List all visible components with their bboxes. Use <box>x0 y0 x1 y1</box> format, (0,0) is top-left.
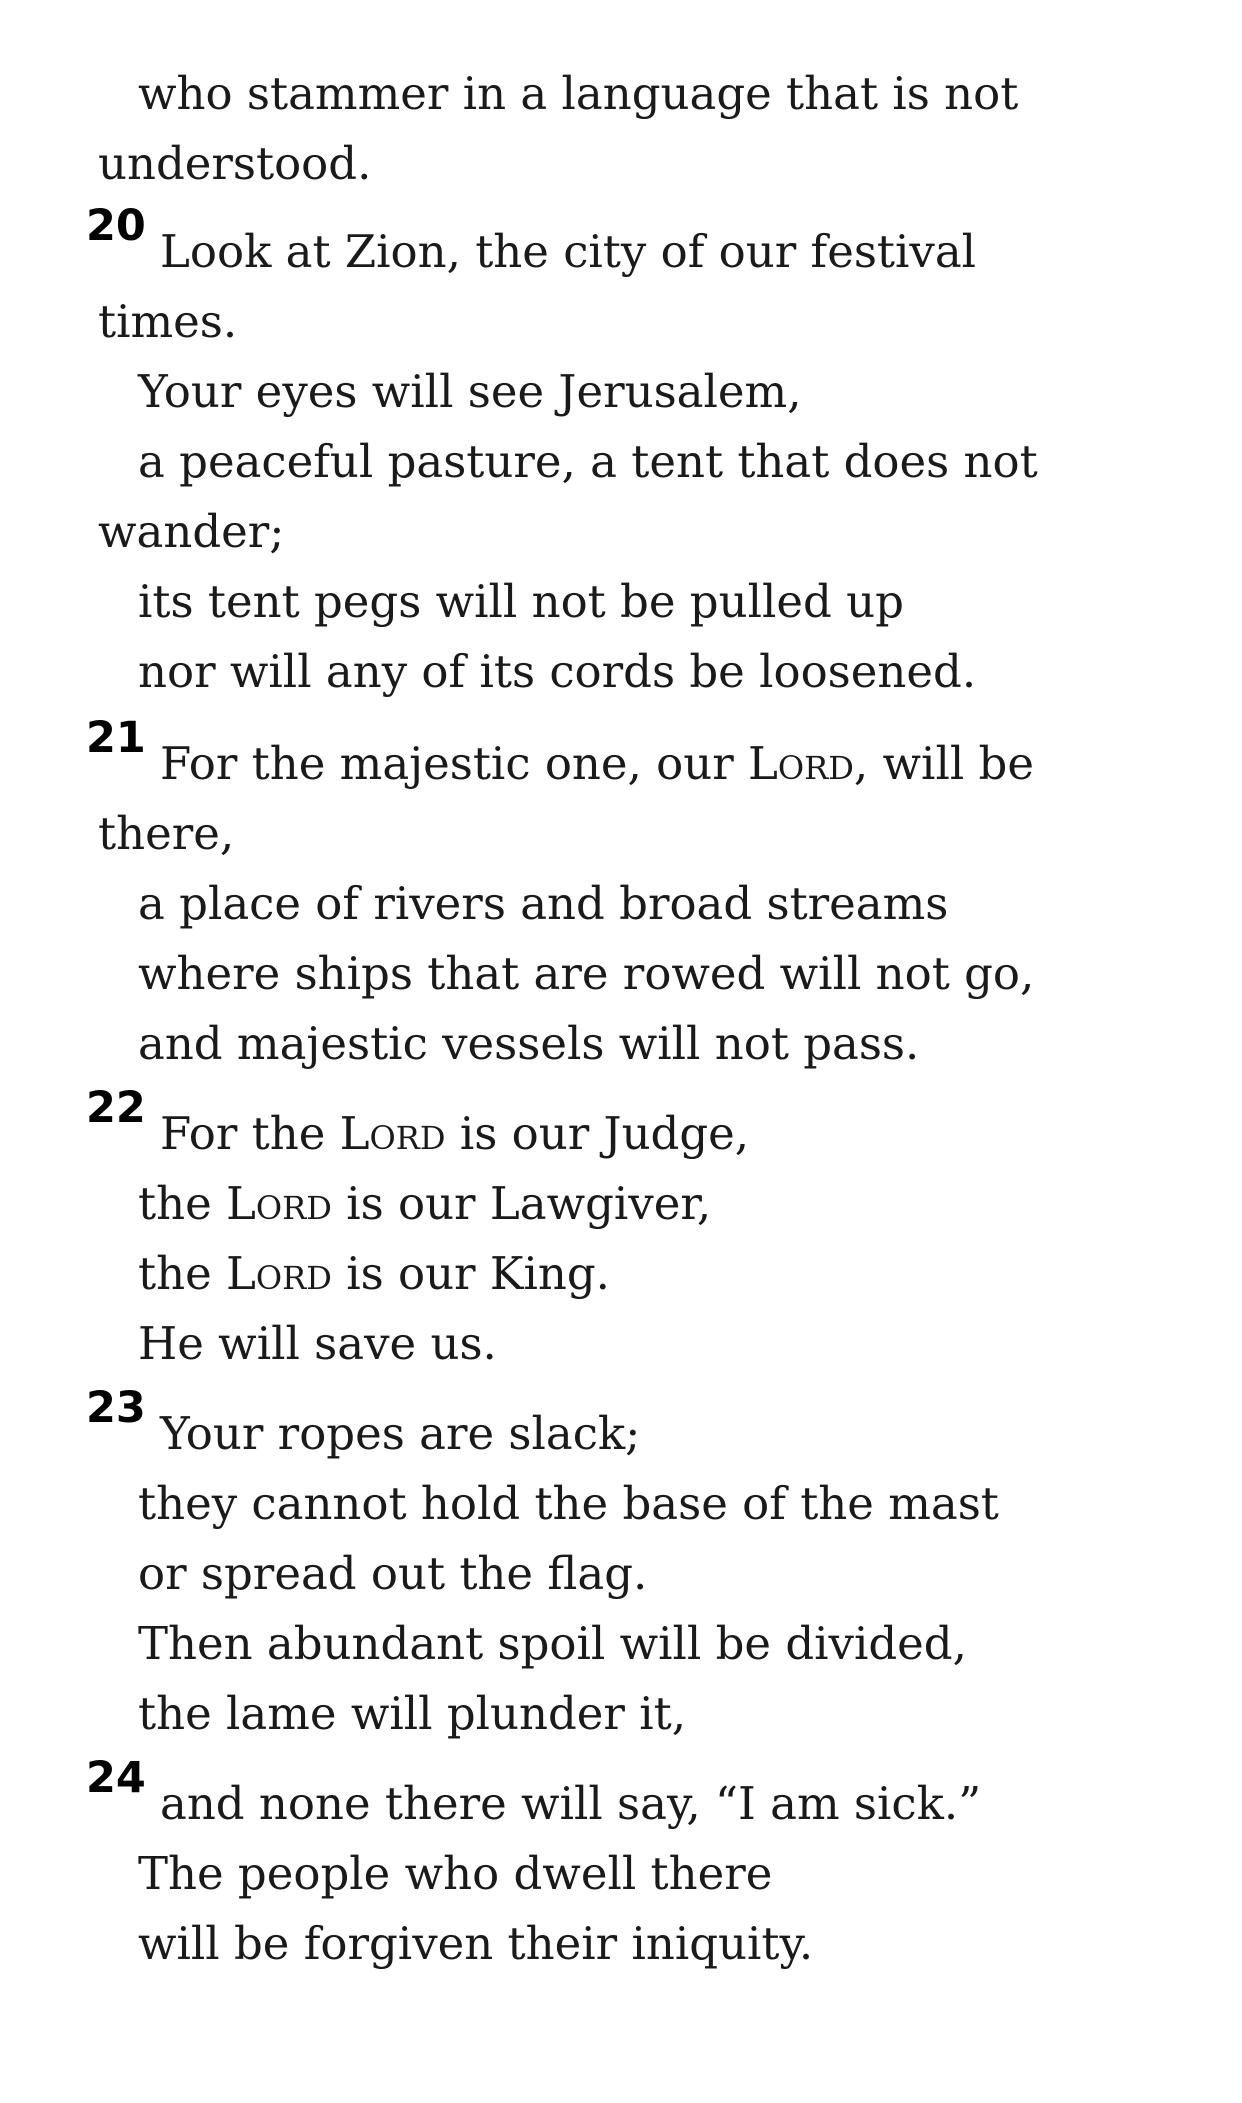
poetry-line <box>0 1238 1242 1310</box>
line-text <box>138 1238 610 1310</box>
poetry-line <box>0 356 1242 428</box>
text-segment: is our Judge, <box>445 1107 750 1160</box>
poetry-line <box>0 1608 1242 1680</box>
line-text: will be forgiven their iniquity. <box>138 1917 814 1970</box>
poetry-line <box>0 868 1242 940</box>
line-text: where ships that are rowed will not go, <box>138 947 1035 1000</box>
line-text <box>138 1168 711 1240</box>
line-text: who stammer in a language that is not <box>138 67 1019 120</box>
poetry-line <box>0 1538 1242 1610</box>
line-text: nor will any of its cords be loosened. <box>138 645 977 698</box>
poetry-line-continuation <box>0 798 1242 870</box>
text-segment: , will be <box>853 737 1034 790</box>
line-text <box>160 728 1034 800</box>
line-text: a peaceful pasture, a tent that does not <box>138 435 1038 488</box>
line-text: Look at Zion, the city of our festival <box>160 225 977 278</box>
text-segment: For the <box>160 1107 340 1160</box>
text-segment: is our Lawgiver, <box>331 1177 712 1230</box>
poetry-line-continuation <box>0 286 1242 358</box>
text-segment: For the majestic one, our <box>160 737 749 790</box>
verse-number: 24 <box>86 1753 146 1803</box>
verse-21-first-line <box>0 713 1242 800</box>
line-text: and majestic vessels will not pass. <box>138 1017 920 1070</box>
text-segment: the <box>138 1177 227 1230</box>
line-text: times. <box>98 295 238 348</box>
divine-name: Lord <box>748 737 854 790</box>
poetry-line <box>0 1678 1242 1750</box>
verse-22-first-line <box>0 1083 1242 1170</box>
line-text: or spread out the flag. <box>138 1547 648 1600</box>
line-text: its tent pegs will not be pulled up <box>138 575 904 628</box>
line-text: He will save us. <box>138 1317 497 1370</box>
line-text: and none there will say, “I am sick.” <box>160 1777 982 1830</box>
poetry-line <box>0 938 1242 1010</box>
line-text <box>160 1098 749 1170</box>
text-segment: the <box>138 1247 227 1300</box>
line-text: a place of rivers and broad streams <box>138 877 949 930</box>
line-text: The people who dwell there <box>138 1847 773 1900</box>
poetry-line <box>0 1008 1242 1080</box>
line-text: Your eyes will see Jerusalem, <box>138 365 802 418</box>
poetry-line-continuation <box>0 496 1242 568</box>
poetry-line <box>0 1908 1242 1980</box>
poetry-line <box>0 566 1242 638</box>
line-text: understood. <box>98 137 372 190</box>
line-text: wander; <box>98 505 285 558</box>
poetry-line <box>0 1468 1242 1540</box>
line-text: Then abundant spoil will be divided, <box>138 1617 967 1670</box>
poetry-line <box>0 58 1242 130</box>
verse-20-first-line <box>0 201 1242 288</box>
verse-number: 21 <box>86 713 146 763</box>
line-text: Your ropes are slack; <box>160 1407 641 1460</box>
poetry-line <box>0 1308 1242 1380</box>
line-text: the lame will plunder it, <box>138 1687 687 1740</box>
verse-number: 22 <box>86 1083 146 1133</box>
poetry-line-continuation <box>0 128 1242 200</box>
poetry-line <box>0 636 1242 708</box>
divine-name: Lord <box>226 1247 332 1300</box>
verse-24-first-line <box>0 1753 1242 1840</box>
divine-name: Lord <box>226 1177 332 1230</box>
verse-number: 23 <box>86 1383 146 1433</box>
verse-number: 20 <box>86 201 146 251</box>
line-text: there, <box>98 807 235 860</box>
verse-23-first-line <box>0 1383 1242 1470</box>
poetry-line <box>0 1838 1242 1910</box>
divine-name: Lord <box>339 1107 446 1160</box>
line-text: they cannot hold the base of the mast <box>138 1477 999 1530</box>
poetry-line <box>0 1168 1242 1240</box>
poetry-line <box>0 426 1242 498</box>
text-segment: is our King. <box>331 1247 610 1300</box>
